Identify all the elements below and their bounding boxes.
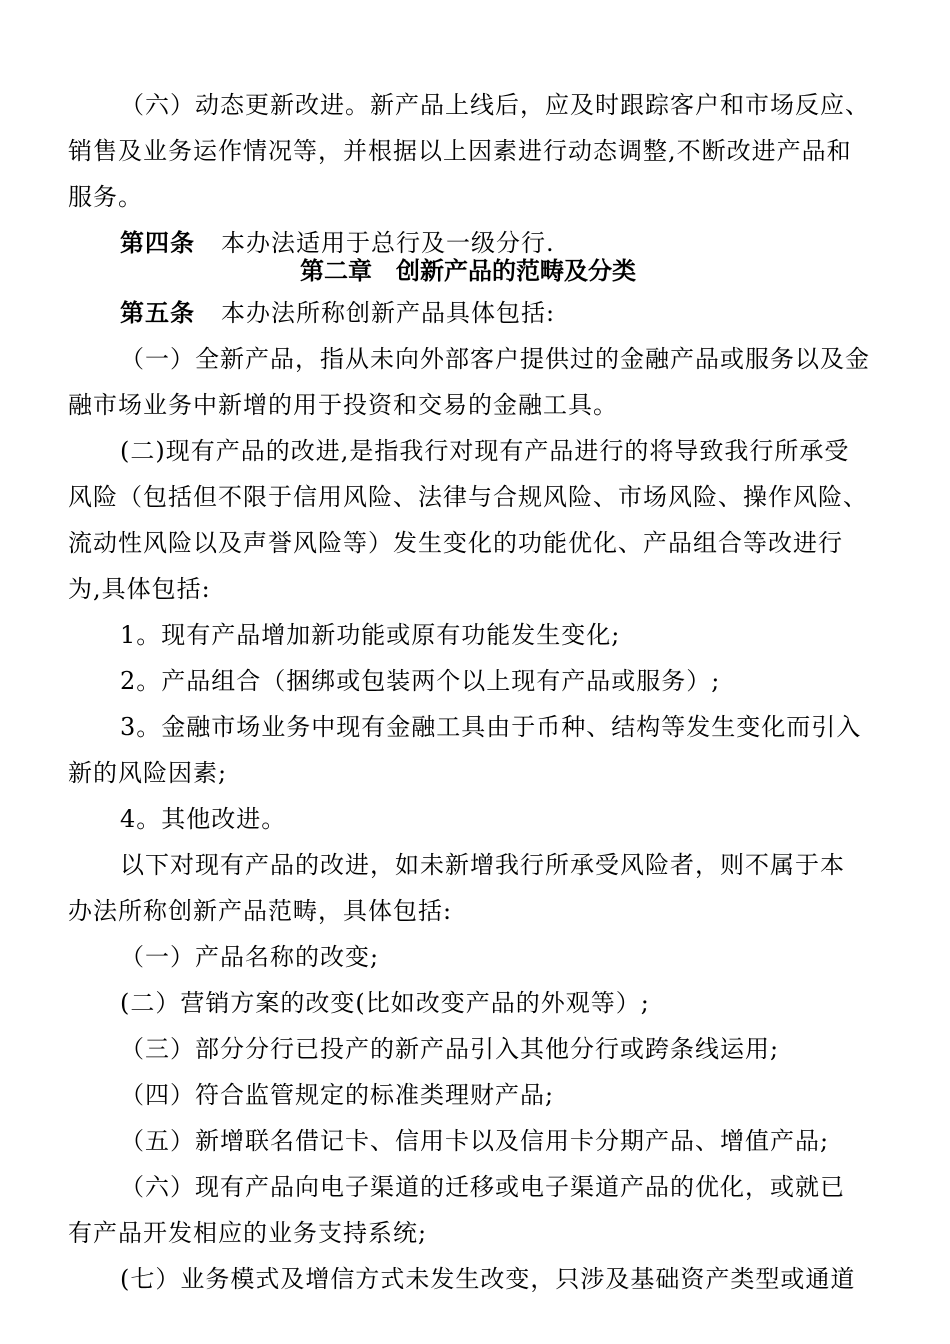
paragraph-line: 服务。 bbox=[68, 183, 143, 211]
paragraph-line: 流动性风险以及声誉风险等）发生变化的功能优化、产品组合等改进行 bbox=[68, 529, 843, 557]
list-item: 1。现有产品增加新功能或原有功能发生变化; bbox=[120, 621, 621, 649]
list-item: (二）营销方案的改变(比如改变产品的外观等）; bbox=[120, 989, 650, 1017]
paragraph-line: (二)现有产品的改进,是指我行对现有产品进行的将导致我行所承受 bbox=[120, 437, 850, 465]
paragraph-line: （一）全新产品，指从未向外部客户提供过的金融产品或服务以及金 bbox=[120, 345, 870, 373]
list-item: （六）现有产品向电子渠道的迁移或电子渠道产品的优化，或就已 bbox=[120, 1173, 845, 1201]
paragraph-line: 融市场业务中新增的用于投资和交易的金融工具。 bbox=[68, 391, 618, 419]
list-item: 4。其他改进。 bbox=[120, 805, 287, 833]
paragraph-line: 以下对现有产品的改进，如未新增我行所承受风险者，则不属于本 bbox=[120, 851, 845, 879]
article-text: 本办法所称创新产品具体包括: bbox=[221, 299, 556, 327]
paragraph-line: 新的风险因素; bbox=[68, 759, 228, 787]
paragraph-line: 有产品开发相应的业务支持系统; bbox=[68, 1219, 428, 1247]
article-label: 第五条 bbox=[120, 299, 195, 327]
article-5 bbox=[120, 296, 890, 330]
paragraph-line: 风险（包括但不限于信用风险、法律与合规风险、市场风险、操作风险、 bbox=[68, 483, 868, 511]
list-item: （一）产品名称的改变; bbox=[120, 943, 380, 971]
paragraph-line: 销售及业务运作情况等，并根据以上因素进行动态调整,不断改进产品和 bbox=[68, 137, 852, 165]
list-item: 2。产品组合（捆绑或包装两个以上现有产品或服务）; bbox=[120, 667, 721, 695]
article-text: 本办法适用于总行及一级分行. bbox=[221, 229, 555, 257]
list-item: （五）新增联名借记卡、信用卡以及信用卡分期产品、增值产品; bbox=[120, 1127, 830, 1155]
list-item: (七）业务模式及增信方式未发生改变，只涉及基础资产类型或通道 bbox=[120, 1265, 856, 1293]
chapter-title: 第二章 创新产品的范畴及分类 bbox=[300, 257, 636, 285]
list-item: （三）部分分行已投产的新产品引入其他分行或跨条线运用; bbox=[120, 1035, 780, 1063]
article-label: 第四条 bbox=[120, 229, 195, 257]
paragraph-line: 办法所称创新产品范畴，具体包括: bbox=[68, 897, 453, 925]
list-item: 3。金融市场业务中现有金融工具由于币种、结构等发生变化而引入 bbox=[120, 713, 862, 741]
paragraph-line: 为,具体包括: bbox=[68, 575, 211, 603]
list-item: （四）符合监管规定的标准类理财产品; bbox=[120, 1081, 555, 1109]
paragraph-line: （六）动态更新改进。新产品上线后，应及时跟踪客户和市场反应、 bbox=[120, 91, 870, 119]
